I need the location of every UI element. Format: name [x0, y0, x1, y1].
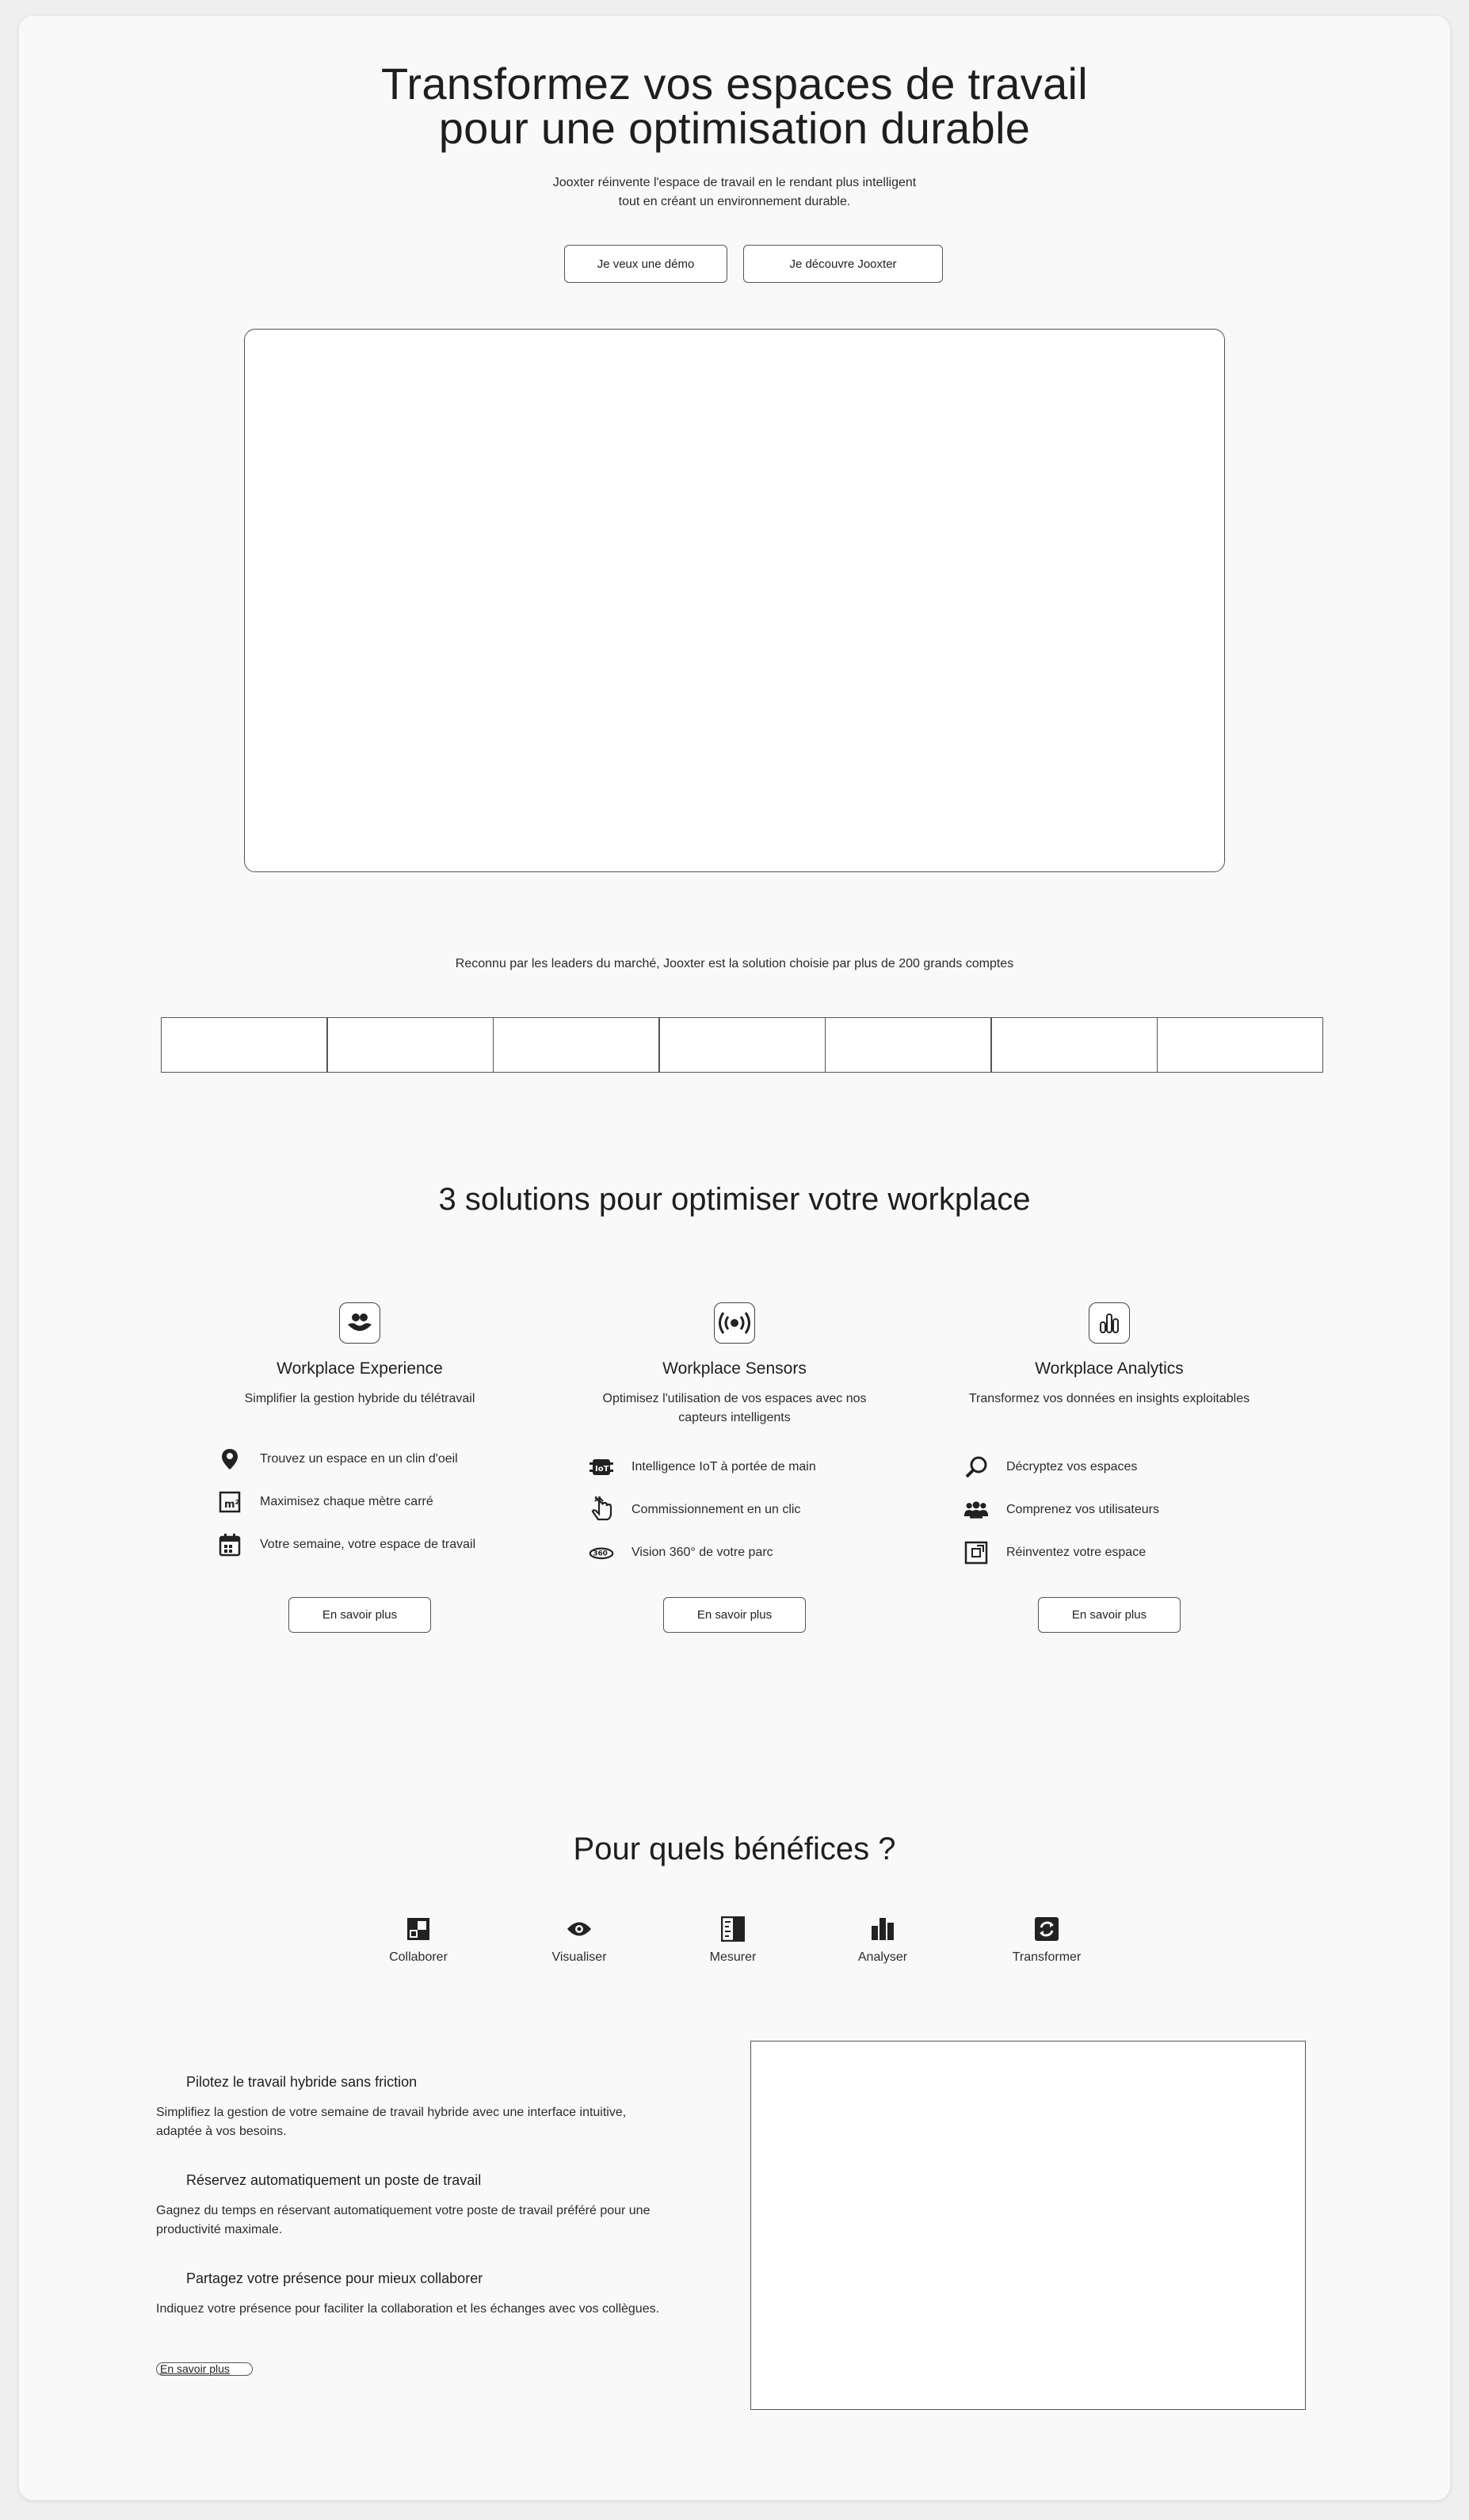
eye-icon	[566, 1916, 593, 1942]
refresh-icon	[1033, 1916, 1060, 1942]
client-logo	[991, 1017, 1158, 1073]
feature-item	[963, 1540, 1146, 1565]
client-logo	[659, 1017, 826, 1073]
solution-subtitle: Optimisez l'utilisation de vos espaces avec nos capteurs intelligents	[602, 1392, 867, 1424]
benefit-label: Collaborer	[389, 1950, 448, 1964]
meeting-people-icon	[339, 1302, 380, 1344]
solution-title: Workplace Analytics	[1035, 1359, 1184, 1378]
feature-label: Votre semaine, votre espace de travail	[260, 1538, 476, 1551]
client-logo	[161, 1017, 327, 1073]
hero-title-line-1: Transformez vos espaces de travail	[380, 59, 1089, 109]
feature-label: Comprenez vos utilisateurs	[1006, 1503, 1159, 1516]
benefit-tab-mesurer[interactable]	[677, 1916, 788, 1965]
feature-item	[217, 1532, 475, 1557]
touch-hand-icon	[589, 1497, 614, 1523]
hero-subtitle-line-1: Jooxter réinvente l'espace de travail en le rendant plus intelligent	[552, 176, 917, 189]
feature-item	[217, 1447, 458, 1472]
feature-item	[589, 1540, 773, 1565]
hero-subtitle-line-2: tout en créant un environnement durable.	[618, 195, 851, 208]
advantage-title: Pilotez le travail hybride sans friction	[186, 2074, 418, 2090]
solution-subtitle: Transformez vos données en insights exploitables	[968, 1392, 1250, 1405]
collaborate-icon	[405, 1916, 432, 1942]
benefits-title: Pour quels bénéfices ?	[573, 1832, 896, 1866]
hero-title-line-2: pour une optimisation durable	[438, 103, 1031, 153]
vision-360-icon	[589, 1540, 614, 1565]
benefit-tab-transformer[interactable]	[991, 1916, 1102, 1965]
magnifier-icon	[963, 1454, 989, 1480]
client-logo	[493, 1017, 659, 1073]
benefit-label: Analyser	[857, 1950, 908, 1964]
broadcast-sensor-icon	[714, 1302, 755, 1344]
benefit-tab-visualiser[interactable]	[524, 1916, 635, 1965]
solution-title: Workplace Sensors	[662, 1359, 807, 1378]
location-pin-icon	[217, 1447, 242, 1472]
feature-label: Commissionnement en un clic	[631, 1503, 801, 1516]
discover-button[interactable]: Je découvre Jooxter	[743, 245, 943, 283]
learn-more-button-experience[interactable]: En savoir plus	[288, 1597, 431, 1633]
feature-item	[589, 1454, 816, 1480]
advantage-text: Indiquez votre présence pour faciliter la collaboration et les échanges avec vos collègues.	[156, 2302, 660, 2316]
learn-more-button-analytics[interactable]: En savoir plus	[1038, 1597, 1181, 1633]
iot-chip-icon	[589, 1454, 614, 1480]
benefit-tab-analyser[interactable]	[827, 1916, 938, 1965]
benefit-tab-collaborer[interactable]	[363, 1916, 474, 1965]
analyze-chart-icon	[869, 1916, 896, 1942]
demo-button[interactable]: Je veux une démo	[564, 245, 727, 283]
feature-label: Réinventez votre espace	[1006, 1546, 1147, 1559]
svg-text:360: 360	[593, 1550, 608, 1558]
client-logo	[327, 1017, 494, 1073]
client-logos-row	[161, 1017, 1323, 1073]
benefit-label: Transformer	[1012, 1950, 1082, 1964]
feature-label: Décryptez vos espaces	[1006, 1460, 1138, 1473]
solution-title: Workplace Experience	[277, 1359, 443, 1378]
ruler-icon	[719, 1916, 746, 1942]
users-group-icon	[963, 1497, 989, 1523]
bar-chart-icon	[1089, 1302, 1130, 1344]
calendar-icon	[217, 1532, 242, 1557]
expand-space-icon	[963, 1540, 989, 1565]
client-logo	[1157, 1017, 1323, 1073]
feature-item	[589, 1497, 800, 1523]
client-logo	[825, 1017, 991, 1073]
hero-subtitle	[0, 173, 1469, 212]
advantage-title: Réservez automatiquement un poste de travail	[186, 2172, 482, 2188]
square-meter-icon	[217, 1489, 242, 1515]
feature-label: Maximisez chaque mètre carré	[260, 1495, 433, 1508]
feature-label: Trouvez un espace en un clin d'oeil	[260, 1452, 458, 1466]
feature-item	[217, 1489, 433, 1515]
benefit-label: Mesurer	[709, 1950, 757, 1964]
advantage-text: Simplifiez la gestion de votre semaine de travail hybride avec une interface intuitive, adaptée à vos besoins.	[156, 2106, 627, 2138]
benefit-image-frame	[750, 2041, 1306, 2410]
benefit-label: Visualiser	[551, 1950, 607, 1964]
learn-more-link[interactable]: En savoir plus	[156, 2362, 253, 2376]
advantage-text: Gagnez du temps en réservant automatiquement votre poste de travail préféré pour une productivité maximale.	[156, 2204, 651, 2236]
advantage-title: Partagez votre présence pour mieux collaborer	[186, 2270, 483, 2286]
feature-item	[963, 1497, 1159, 1523]
svg-text:IoT: IoT	[595, 1465, 609, 1473]
feature-item	[963, 1454, 1137, 1480]
learn-more-button-sensors[interactable]: En savoir plus	[663, 1597, 806, 1633]
feature-label: Vision 360° de votre parc	[631, 1546, 773, 1559]
solution-subtitle: Simplifier la gestion hybride du télétravail	[244, 1392, 475, 1405]
hero-video-frame	[244, 329, 1225, 872]
feature-label: Intelligence IoT à portée de main	[631, 1460, 816, 1473]
svg-text:m²: m²	[224, 1499, 240, 1511]
trust-text: Reconnu par les leaders du marché, Jooxter est la solution choisie par plus de 200 grands comptes	[455, 957, 1014, 970]
solutions-title: 3 solutions pour optimiser votre workplace	[438, 1182, 1031, 1217]
hero-title	[0, 59, 1469, 153]
